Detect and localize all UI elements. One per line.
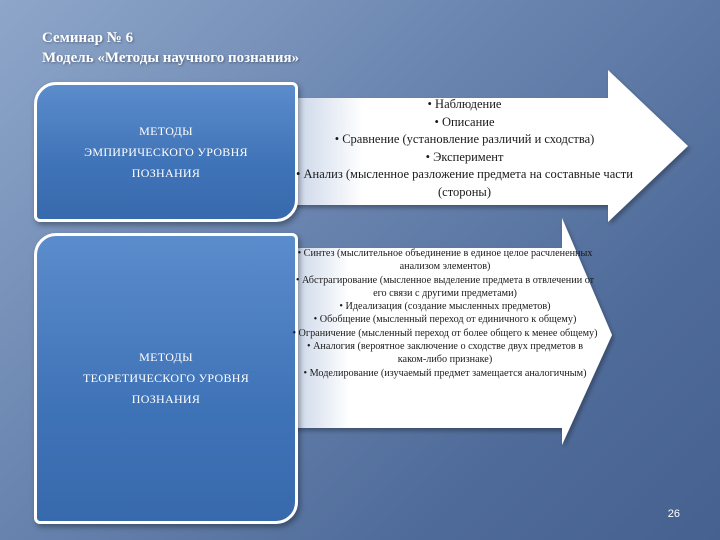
list-item: • Описание <box>434 114 495 129</box>
empirical-methods-box <box>34 82 298 222</box>
list-item: • Моделирование (изучаемый предмет замещается аналогичным) <box>303 367 587 379</box>
theoretical-methods-box <box>34 233 298 524</box>
list-item: • Идеализация (создание мысленных предметов) <box>339 301 551 313</box>
slide-title-line-2: Модель «Методы научного познания» <box>42 50 300 66</box>
list-item: • Сравнение (установление различий и сходства) <box>334 132 595 146</box>
slide-title-line-1: Семинар № 6 <box>42 30 134 46</box>
empirical-methods-list <box>292 96 637 201</box>
empirical-methods-label: МЕТОДЫ ЭМПИРИЧЕСКОГО УРОВНЯ ПОЗНАНИЯ <box>84 123 248 180</box>
list-item: • Абстрагирование (мысленное выделение предмета в отвлечении от его связи с другими предметами) <box>295 274 595 299</box>
list-item: • Анализ (мысленное разложение предмета на составные части (стороны) <box>296 167 633 199</box>
list-item: • Синтез (мыслительное объединение в единое целое расчлененных анализом элементов) <box>297 248 593 273</box>
list-item: • Аналогия (вероятное заключение о сходстве двух предметов в каком-либо признаке) <box>306 341 584 366</box>
list-item: • Ограничение (мысленный переход от более общего к менее общему) <box>292 327 598 339</box>
list-item: • Обобщение (мысленный переход от единичного к общему) <box>313 314 577 326</box>
theoretical-methods-list <box>292 247 598 380</box>
theoretical-methods-label: МЕТОДЫ ТЕОРЕТИЧЕСКОГО УРОВНЯ ПОЗНАНИЯ <box>82 350 250 406</box>
page-number: 26 <box>667 508 680 520</box>
list-item: • Эксперимент <box>425 149 504 164</box>
list-item: • Наблюдение <box>427 97 502 111</box>
